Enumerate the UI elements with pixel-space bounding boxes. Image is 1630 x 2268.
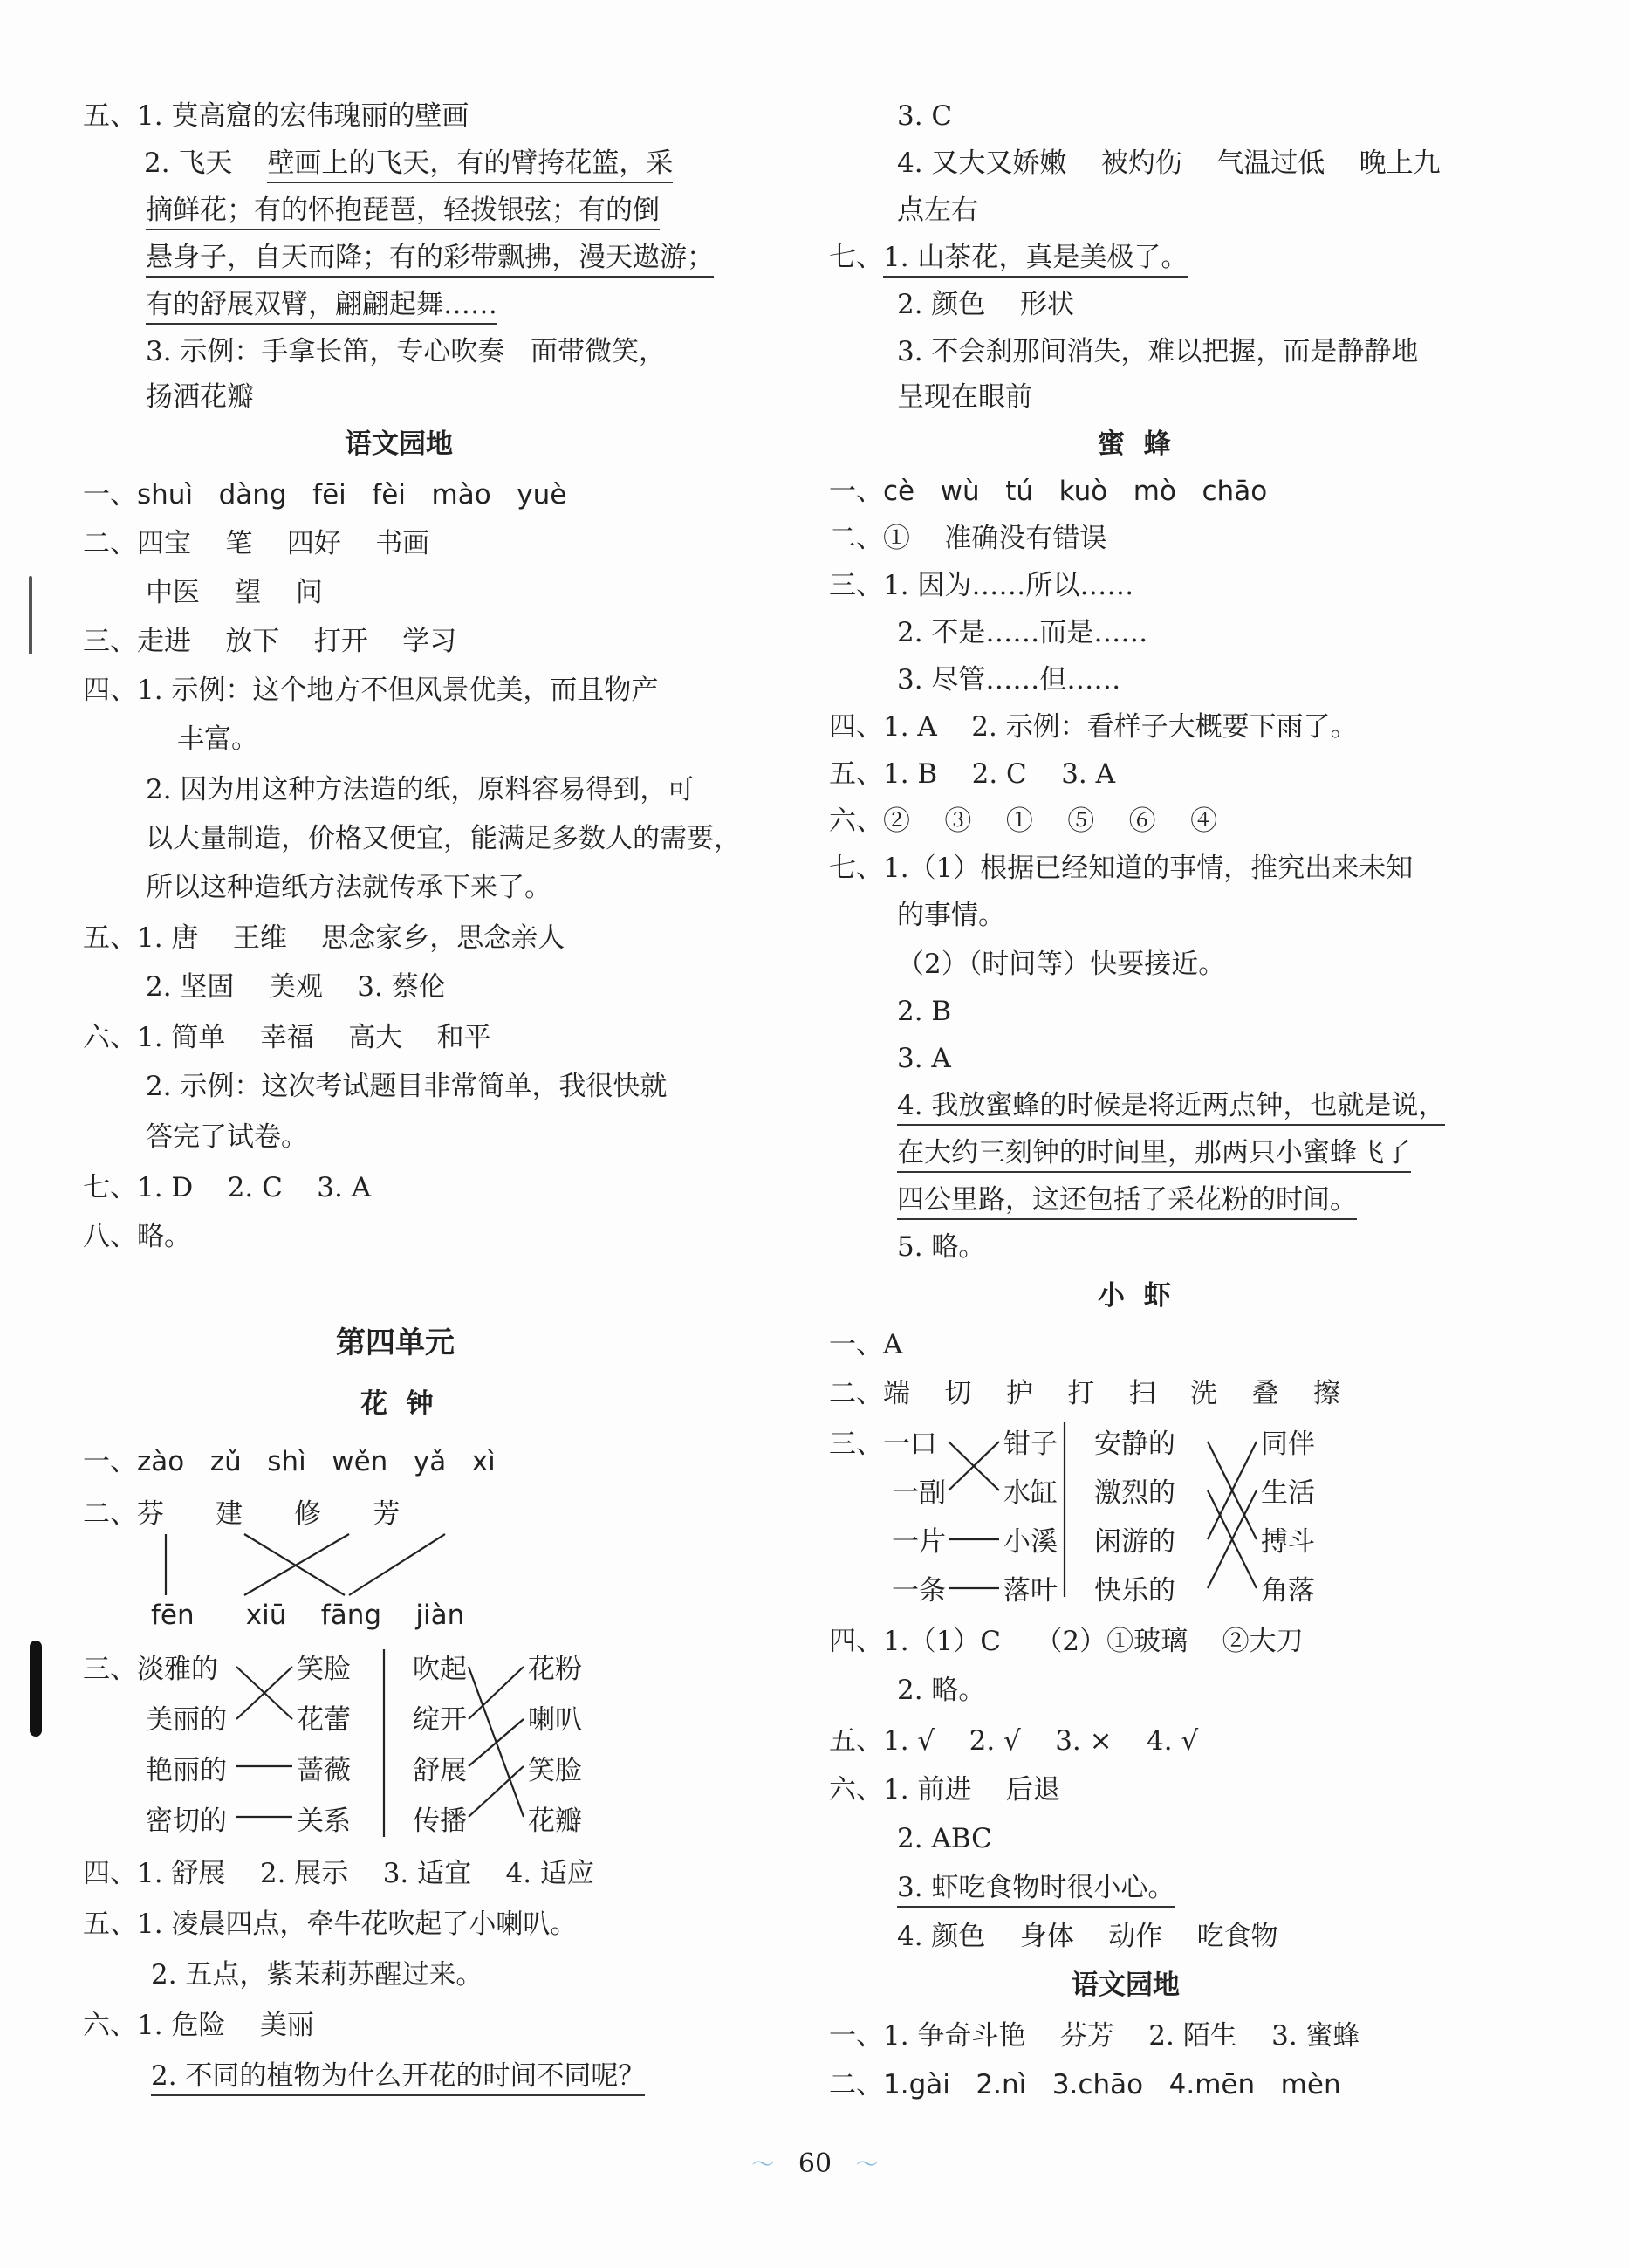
- answer-line: [829, 244, 1188, 271]
- match-right-item: 花蕾: [297, 1704, 351, 1736]
- match-left-item: 一片: [892, 1526, 946, 1558]
- match-right-item: 笑脸: [297, 1654, 351, 1685]
- answer-line: 扬洒花瓣: [146, 381, 254, 413]
- section-heading: 语文园地: [1072, 1970, 1180, 2001]
- answer-line: 一、A: [829, 1329, 903, 1360]
- answer-line: 答完了试卷。: [146, 1121, 308, 1153]
- wave-ornament-icon: 〜: [855, 2152, 879, 2178]
- underlined-answer: 摘鲜花；有的怀抱琵琶，轻拨银弦；有的倒: [146, 195, 660, 230]
- answer-line: 丰富。: [177, 723, 258, 755]
- answer-line: [146, 244, 714, 271]
- answer-line: [146, 291, 497, 319]
- answer-line: 二、芬 建 修 芳: [83, 1498, 401, 1530]
- answer-line: [151, 2060, 646, 2092]
- answer-line: 三、1. 因为……所以……: [829, 570, 1134, 601]
- answer-line: 一、1. 争奇斗艳 芬芳 2. 陌生 3. 蜜蜂: [829, 2020, 1360, 2052]
- match-right-item: 花瓣: [528, 1805, 582, 1837]
- answer-line: 2. 颜色 形状: [897, 289, 1074, 320]
- answer-line: 2. 五点，紫茉莉苏醒过来。: [151, 1959, 483, 1990]
- answer-line: [144, 147, 674, 179]
- match-right-item: 蔷薇: [297, 1755, 351, 1786]
- answer-line: 中医 望 问: [146, 577, 323, 608]
- answer-number: 一、: [829, 476, 883, 507]
- answer-line: 四、1. 示例：这个地方不但风景优美，而且物产: [83, 675, 659, 706]
- answer-line: 4. 颜色 身体 动作 吃食物: [897, 1921, 1278, 1952]
- match-right-item: 花粉: [528, 1654, 582, 1685]
- section-heading: 蜜 蜂: [1098, 428, 1171, 460]
- match-left-item: 吹起: [413, 1654, 467, 1685]
- answer-line: 六、1. 危险 美丽: [83, 2010, 314, 2041]
- answer-line: 四、1. A 2. 示例：看样子大概要下雨了。: [829, 711, 1358, 743]
- answer-line: 2. 略。: [897, 1675, 986, 1706]
- answer-line: 二、① 准确没有错误: [829, 523, 1107, 554]
- answer-number: 一、: [83, 479, 137, 510]
- match-left-item: 绽开: [413, 1704, 467, 1736]
- answer-line: 3. A: [897, 1043, 951, 1074]
- match-right-item: 笑脸: [528, 1755, 582, 1786]
- scan-mark: [30, 1641, 42, 1737]
- underlined-answer: 四公里路，这还包括了采花粉的时间。: [897, 1184, 1357, 1220]
- underlined-answer: 4. 我放蜜蜂的时候是将近两点钟，也就是说，: [897, 1090, 1445, 1126]
- underlined-answer: 1. 山茶花，真是美极了。: [883, 242, 1188, 278]
- scan-mark: [29, 576, 32, 654]
- answer-line: 六、1. 前进 后退: [829, 1774, 1060, 1805]
- answer-line: 五、1. √ 2. √ 3. × 4. √: [829, 1725, 1199, 1757]
- match-left-item: 安静的: [1094, 1429, 1175, 1460]
- page-number: 60: [798, 2148, 832, 2179]
- match-left-item: 舒展: [413, 1755, 467, 1786]
- answer-line: 2. 示例：这次考试题目非常简单，我很快就: [146, 1071, 668, 1102]
- answer-number: 二、: [829, 2069, 883, 2100]
- match-left-item: 快乐的: [1094, 1575, 1175, 1607]
- page-footer: [0, 2147, 1630, 2179]
- answer-line: 3. 尽管……但……: [897, 664, 1121, 695]
- answer-line: 六、② ③ ① ⑤ ⑥ ④: [829, 805, 1218, 837]
- answer-line: 三、走进 放下 打开 学习: [83, 626, 457, 657]
- answer-line: 2. 坚固 美观 3. 蔡伦: [146, 971, 446, 1003]
- match-left-item: 密切的: [146, 1805, 227, 1837]
- section-heading: 小 虾: [1098, 1280, 1171, 1312]
- answer-line: 2. B: [897, 996, 952, 1027]
- match-right-item: 关系: [297, 1805, 351, 1837]
- answer-line: [146, 197, 660, 224]
- pinyin-answer: shuì dàng fēi fèi mào yuè: [137, 479, 567, 510]
- match-left-item: 一副: [892, 1477, 946, 1509]
- answer-line: [83, 479, 567, 510]
- answer-line: 五、1. 莫高窟的宏伟瑰丽的壁画: [83, 100, 469, 132]
- match-right-item: 角落: [1261, 1575, 1315, 1607]
- answer-line: [897, 1090, 1446, 1121]
- answer-line: 5. 略。: [897, 1231, 986, 1263]
- answer-line: 所以这种造纸方法就传承下来了。: [146, 872, 551, 903]
- answer-line: 六、1. 简单 幸福 高大 和平: [83, 1022, 491, 1053]
- match-right-item: 搏斗: [1261, 1526, 1315, 1558]
- answer-text: 2. 飞天: [144, 147, 233, 179]
- answer-line: 点左右: [897, 195, 978, 226]
- answer-line: [829, 2069, 1341, 2100]
- answer-line: 4. 又大又娇嫩 被灼伤 气温过低 晚上九: [897, 147, 1441, 179]
- wave-ornament-icon: 〜: [751, 2152, 775, 2178]
- section-heading: 语文园地: [345, 428, 453, 460]
- match-left-item: 闲游的: [1094, 1526, 1175, 1558]
- underlined-answer: 壁画上的飞天，有的臂挎花篮，采: [267, 147, 673, 183]
- match-left-item: 三、一口: [829, 1429, 937, 1460]
- section-heading: 花 钟: [360, 1388, 434, 1420]
- answer-line: 五、1. 凌晨四点，牵牛花吹起了小喇叭。: [83, 1908, 578, 1940]
- answer-line: （2）（时间等）快要接近。: [897, 949, 1226, 980]
- answer-line: 二、四宝 笔 四好 书画: [83, 528, 430, 559]
- pinyin-answer: 1.gài 2.nì 3.chāo 4.mēn mèn: [883, 2069, 1341, 2100]
- answer-line: [829, 478, 1267, 505]
- answer-line: 四、1.（1）C （2）①玻璃 ②大刀: [829, 1626, 1304, 1657]
- pinyin-row: fēn xiū fāng jiàn: [151, 1600, 465, 1631]
- answer-line: 的事情。: [897, 900, 1005, 931]
- answer-line: 二、端 切 护 打 扫 洗 叠 擦: [829, 1378, 1340, 1409]
- match-right-item: 落叶: [1003, 1575, 1058, 1607]
- answer-number: 七、: [829, 242, 883, 273]
- matching-lines-1: [83, 1527, 519, 1606]
- underlined-answer: 有的舒展双臂，翩翩起舞……: [146, 289, 497, 325]
- answer-line: 呈现在眼前: [897, 381, 1032, 413]
- match-right-item: 小溪: [1003, 1526, 1058, 1558]
- answer-line: [897, 1137, 1411, 1168]
- match-left-item: 三、淡雅的: [83, 1654, 218, 1685]
- match-left-item: 传播: [413, 1805, 467, 1837]
- match-left-item: 艳丽的: [146, 1755, 227, 1786]
- match-right-item: 钳子: [1003, 1429, 1058, 1460]
- answer-line: [897, 1184, 1357, 1216]
- answer-line: 3. 不会刹那间消失，难以把握，而是静静地: [897, 336, 1419, 367]
- unit-title: 第四单元: [336, 1326, 455, 1360]
- pinyin-answer: cè wù tú kuò mò chāo: [883, 476, 1268, 507]
- match-right-item: 生活: [1261, 1477, 1315, 1509]
- answer-number: 一、: [83, 1446, 137, 1477]
- answer-line: [897, 1874, 1175, 1901]
- answer-line: 八、略。: [83, 1221, 191, 1252]
- underlined-answer: 悬身子，自天而降；有的彩带飘拂，漫天遨游；: [146, 242, 714, 278]
- match-right-item: 喇叭: [528, 1704, 582, 1736]
- underlined-answer: 在大约三刻钟的时间里，那两只小蜜蜂飞了: [897, 1137, 1411, 1173]
- match-right-item: 同伴: [1261, 1429, 1315, 1460]
- match-right-item: 水缸: [1003, 1477, 1058, 1509]
- pinyin-answer: zào zǔ shì wěn yǎ xì: [137, 1446, 496, 1477]
- underlined-answer: 3. 虾吃食物时很小心。: [897, 1872, 1175, 1908]
- answer-line: 以大量制造，价格又便宜，能满足多数人的需要，: [146, 823, 741, 854]
- answer-line: 2. 不是……而是……: [897, 617, 1148, 648]
- answer-line: 五、1. B 2. C 3. A: [829, 758, 1116, 790]
- answer-line: 3. 示例：手拿长笛，专心吹奏 面带微笑，: [146, 336, 666, 367]
- match-left-item: 一条: [892, 1575, 946, 1607]
- underlined-answer: 2. 不同的植物为什么开花的时间不同呢？: [151, 2060, 645, 2096]
- matching-lines-2: [83, 1649, 711, 1859]
- answer-line: [83, 1446, 496, 1477]
- answer-line: 七、1. D 2. C 3. A: [83, 1172, 372, 1203]
- answer-line: 四、1. 舒展 2. 展示 3. 适宜 4. 适应: [83, 1858, 594, 1889]
- answer-line: 3. C: [897, 100, 953, 132]
- answer-line: 五、1. 唐 王维 思念家乡，思念亲人: [83, 922, 565, 954]
- match-left-item: 美丽的: [146, 1704, 227, 1736]
- match-left-item: 激烈的: [1094, 1477, 1175, 1509]
- answer-line: 2. ABC: [897, 1823, 992, 1854]
- answer-line: 2. 因为用这种方法造的纸，原料容易得到，可: [146, 774, 695, 805]
- answer-line: 七、1.（1）根据已经知道的事情，推究出来未知: [829, 853, 1414, 884]
